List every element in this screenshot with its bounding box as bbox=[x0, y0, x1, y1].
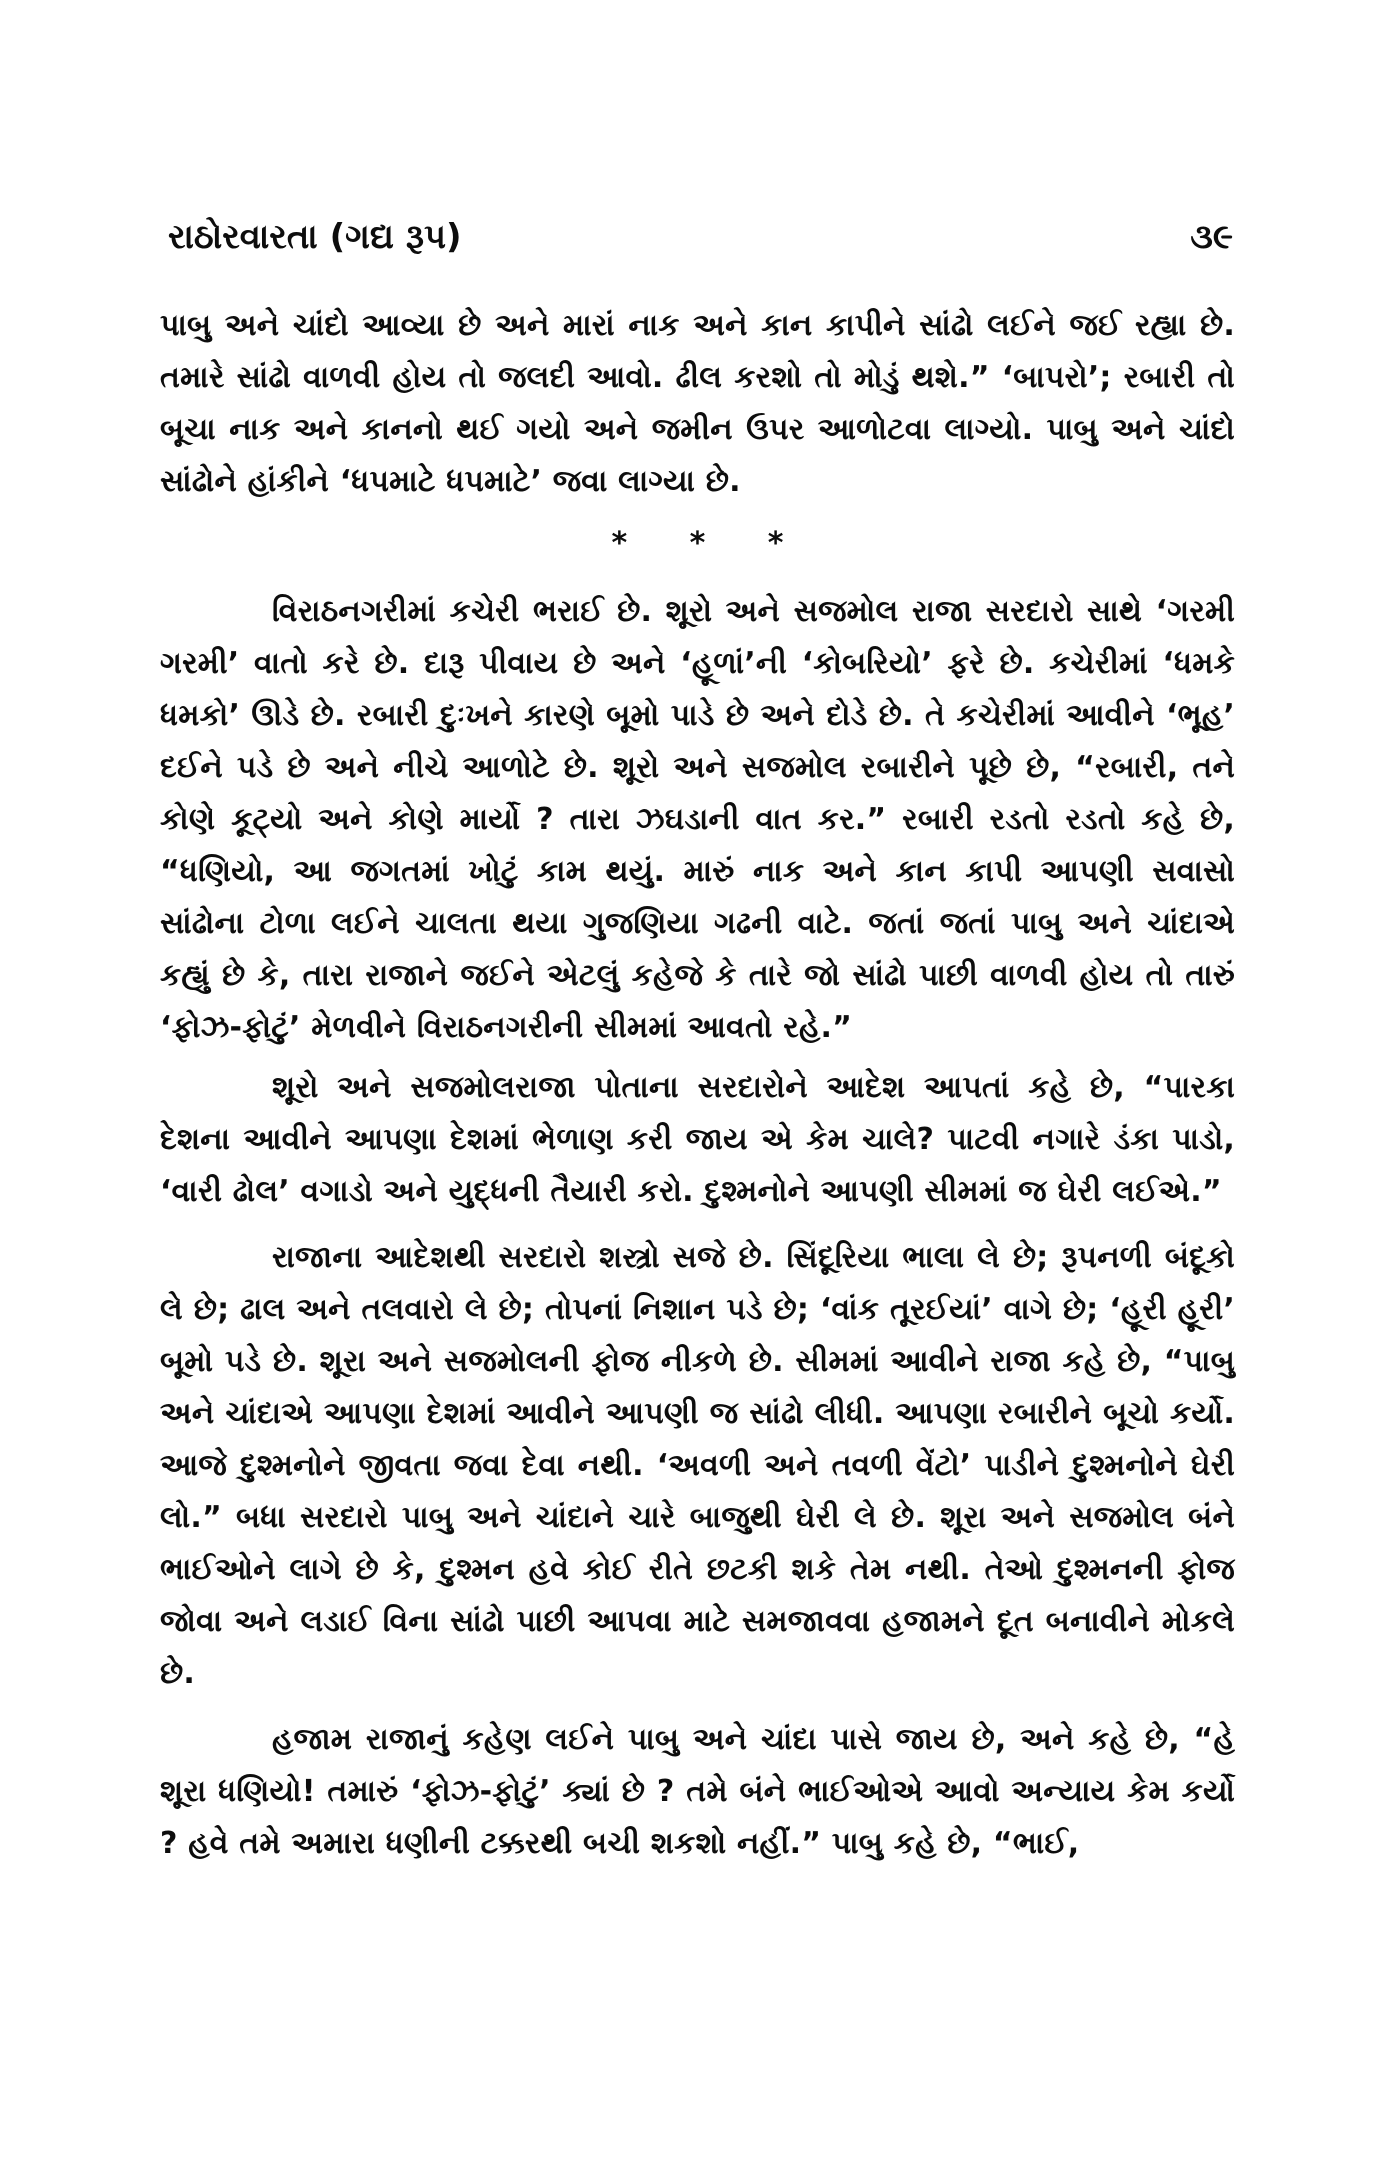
paragraph-1: પાબુ અને ચાંદો આવ્યા છે અને મારાં નાક અને કાન કાપીને સાંઢો લઈને જઈ રહ્યા છે. તમારે સાંઢો વાળવી હોય તો જલદી આવો. ઢીલ કરશો તો મોડું થશે.” ‘બાપરો’; રબારી તો બૂચા નાક અને કાનનો થઈ ગયો અને જમીન ઉપર આળોટવા લાગ્યો. પાબુ અને ચાંદો સાંઢોને હાંકીને ‘ધપમાટે ધપમાટે’ જવા લાગ્યા છે. bbox=[160, 308, 1235, 499]
paragraph-4: રાજાના આદેશથી સરદારો શસ્ત્રો સજે છે. સિંદૂરિયા ભાલા લે છે; રૂપનળી બંદૂકો લે છે; ઢાલ અને તલવારો લે છે; તોપનાં નિશાન પડે છે; ‘વાંક તૂરઈયાં’ વાગે છે; ‘હૂરી હૂરી’ બૂમો પડે છે. શૂરા અને સજમોલની ફોજ નીકળે છે. સીમમાં આવીને રાજા કહે છે, “પાબુ અને ચાંદાએ આપણા દેશમાં આવીને આપણી જ સાંઢો લીધી. આપણા રબારીને બૂચો કર્યો. આજે દુશ્મનોને જીવતા જવા દેવા નથી. ‘અવળી અને તવળી વેંટો’ પાડીને દુશ્મનોને ઘેરી લો.” બધા સરદારો પાબુ અને ચાંદાને ચારે બાજુથી ઘેરી લે છે. શૂરા અને સજમોલ બંને ભાઈઓને લાગે છે કે, દુશ્મન હવે કોઈ રીતે છટકી શકે તેમ નથી. તેઓ દુશ્મનની ફોજ જોવા અને લડાઈ વિના સાંઢો પાછી આપવા માટે સમજાવવા હજામને દૂત બનાવીને મોકલે છે. bbox=[160, 1240, 1235, 1691]
paragraph-5: હજામ રાજાનું કહેણ લઈને પાબુ અને ચાંદા પાસે જાય છે, અને કહે છે, “હે શૂરા ધણિયો! તમારું ‘ફોઝ-ફોટું’ ક્યાં છે ? તમે બંને ભાઈઓએ આવો અન્યાય કેમ કર્યો ? હવે તમે અમારા ધણીની ટક્કરથી બચી શકશો નહીં.” પાબુ કહે છે, “ભાઈ, bbox=[160, 1722, 1235, 1861]
running-title: રાઠોરવારતા (ગદ્ય રૂપ) bbox=[168, 217, 462, 257]
page-number: ૩૯ bbox=[1190, 217, 1233, 257]
paragraph-2: વિરાઠનગરીમાં કચેરી ભરાઈ છે. શૂરો અને સજમોલ રાજા સરદારો સાથે ‘ગરમી ગરમી’ વાતો કરે છે. દારૂ પીવાય છે અને ‘હૂળાં’ની ‘કોબરિયો’ ફરે છે. કચેરીમાં ‘ધમકે ધમકો’ ઊડે છે. રબારી દુઃખને કારણે બૂમો પાડે છે અને દોડે છે. તે કચેરીમાં આવીને ‘ભૂહ’ દઈને પડે છે અને નીચે આળોટે છે. શૂરો અને સજમોલ રબારીને પૂછે છે, “રબારી, તને કોણે કૂટ્યો અને કોણે માર્યો ? તારા ઝઘડાની વાત કર.” રબારી રડતો રડતો કહે છે, “ધણિયો, આ જગતમાં ખોટું કામ થયું. મારું નાક અને કાન કાપી આપણી સવાસો સાંઢોના ટોળા લઈને ચાલતા થયા ગુજણિયા ગઢની વાટે. જતાં જતાં પાબુ અને ચાંદાએ કહ્યું છે કે, તારા રાજાને જઈને એટલું કહેજે કે તારે જો સાંઢો પાછી વાળવી હોય તો તારું ‘ફોઝ-ફોટું’ મેળવીને વિરાઠનગરીની સીમમાં આવતો રહે.” bbox=[160, 594, 1235, 1045]
section-divider: * * * bbox=[611, 526, 810, 561]
body-text bbox=[160, 300, 1235, 1870]
paragraph-3: શૂરો અને સજમોલરાજા પોતાના સરદારોને આદેશ આપતાં કહે છે, “પારકા દેશના આવીને આપણા દેશમાં ભેળાણ કરી જાય એ કેમ ચાલે? પાટવી નગારે ડંકા પાડો, ‘વારી ઢોલ’ વગાડો અને યુદ્ધની તૈયારી કરો. દુશ્મનોને આપણી સીમમાં જ ઘેરી લઈએ.” bbox=[160, 1070, 1235, 1209]
